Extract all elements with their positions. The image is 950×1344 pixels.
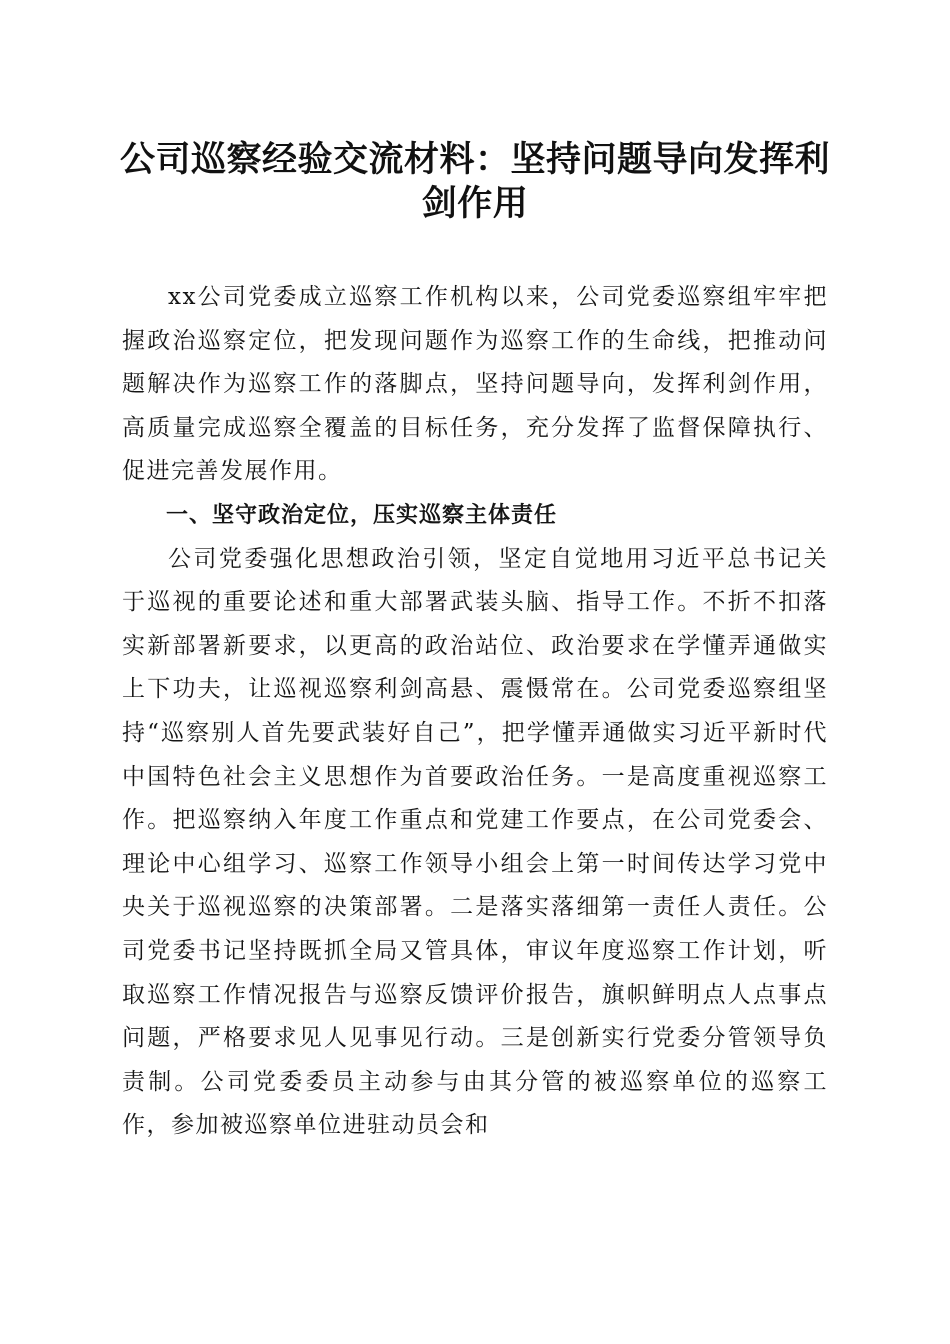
intro-paragraph: xx公司党委成立巡察工作机构以来，公司党委巡察组牢牢把握政治巡察定位，把发现问题作为巡察工作的生命线，把推动问题解决作为巡察工作的落脚点，坚持问题导向，发挥利剑作用，高质量完成巡察全覆盖的目标任务，充分发挥了监督保障执行、促进完善发展作用。	[122, 284, 828, 485]
document-title: 公司巡察经验交流材料：坚持问题导向发挥利剑作用	[119, 139, 830, 224]
section-paragraph: 公司党委强化思想政治引领，坚定自觉地用习近平总书记关于巡视的重要论述和重大部署武装头脑、指导工作。不折不扣落实新部署新要求，以更高的政治站位、政治要求在学懂弄通做实上下功夫，让巡视巡察利剑高悬、震慑常在。公司党委巡察组坚持“巡察别人首先要武装好自己”，把学懂弄通做实习近平新时代中国特色社会主义思想作为首要政治任务。一是高度重视巡察工作。把巡察纳入年度工作重点和党建工作要点，在公司党委会、理论中心组学习、巡察工作领导小组会上第一时间传达学习党中央关于巡视巡察的决策部署。二是落实落细第一责任人责任。公司党委书记坚持既抓全局又管具体，审议年度巡察工作计划，听取巡察工作情况报告与巡察反馈评价报告，旗帜鲜明点人点事点问题，严格要求见人见事见行动。三是创新实行党委分管领导负责制。公司党委委员主动参与由其分管的被巡察单位的巡察工作，参加被巡察单位进驻动员会和	[122, 545, 828, 1139]
section-heading: 一、坚守政治定位，压实巡察主体责任	[166, 502, 558, 528]
document-body	[122, 276, 828, 1148]
